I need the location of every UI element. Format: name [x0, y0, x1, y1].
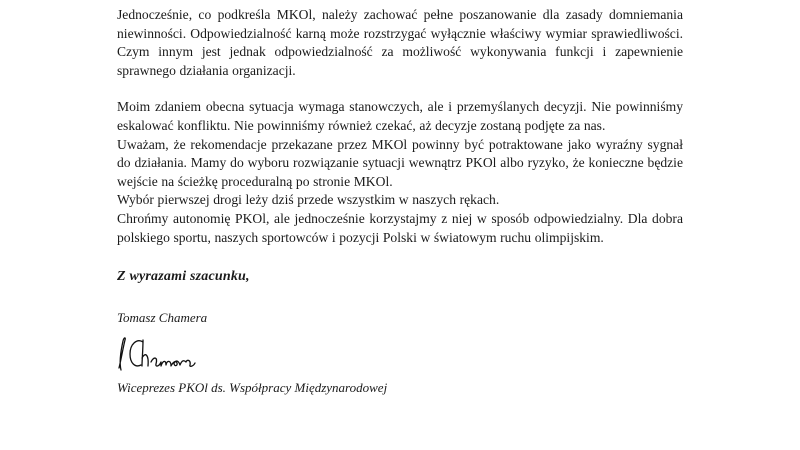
paragraph-decisions: Moim zdaniem obecna sytuacja wymaga stanowczych, ale i przemyślanych decyzji. Nie powinniśmy eskalować konfliktu. Nie powinniśmy również czekać, aż decyzje zostaną podjęte za nas. [117, 99, 683, 133]
paragraph-presumption-of-innocence: Jednocześnie, co podkreśla MKOl, należy zachować pełne poszanowanie dla zasady domniemania niewinności. Odpowiedzialność karną może rozstrzygać wyłącznie właściwy wymiar sprawiedliwości. Czym innym jest jednak odpowiedzialność za możliwość wykonywania funkcji i zapewnienie sprawnego działania organizacji. [117, 7, 683, 78]
signer-role: Wiceprezes PKOl ds. Współpracy Międzynarodowej [117, 380, 388, 396]
paragraph-gap [117, 80, 683, 98]
closing-salutation: Z wyrazami szacunku, [117, 269, 250, 285]
handwritten-signature [113, 332, 213, 376]
letter-body [117, 6, 683, 396]
signer-name: Tomasz Chamera [117, 310, 208, 326]
paragraph-autonomy: Chrońmy autonomię PKOl, ale jednocześnie korzystajmy z niej w sposób odpowiedzialny. Dla dobra polskiego sportu, naszych sportowców i pozycji Polski w światowym ruchu olimpijskim. [117, 210, 683, 245]
paragraph-first-path: Wybór pierwszej drogi leży dziś przede wszystkim w naszych rękach. [117, 192, 500, 208]
paragraph-recommendations: Uważam, że rekomendacje przekazane przez MKOl powinny być potraktowane jako wyraźny sygnał do działania. Mamy do wyboru rozwiązanie sytuacji wewnątrz PKOl albo ryzyko, że konieczne będzie wejście na ścieżkę proceduralną po stronie MKOl. [117, 136, 683, 189]
